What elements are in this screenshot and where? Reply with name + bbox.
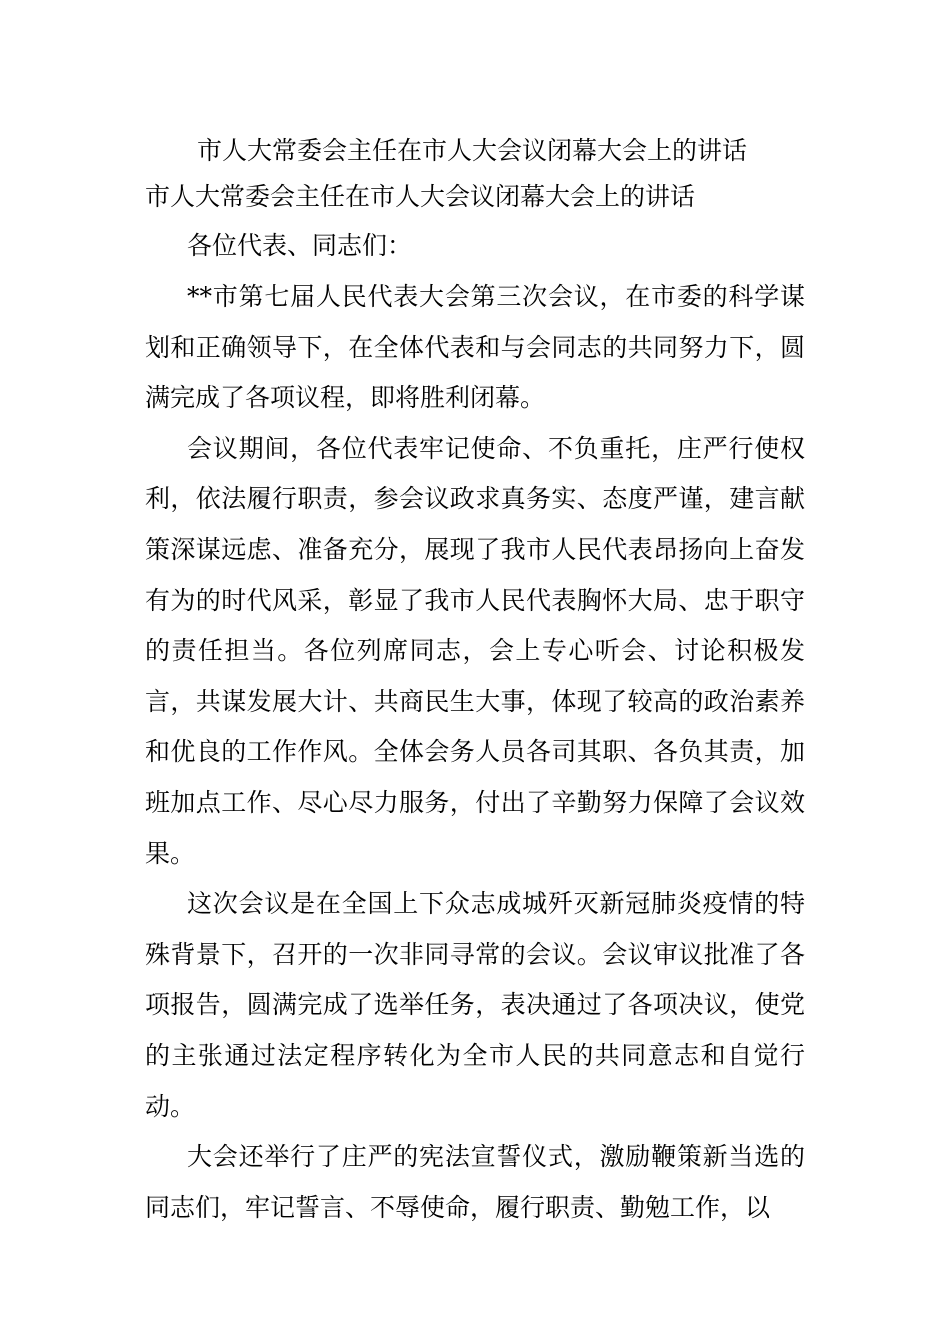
paragraph-meeting-period: 会议期间，各位代表牢记使命、不负重托，庄严行使权利，依法履行职责，参会议政求真务实、态度严谨，建言献策深谋远虑、准备充分，展现了我市人民代表昂扬向上奋发有为的时代风采，彰显了我市人民代表胸怀大局、忠于职守的责任担当。各位列席同志，会上专心听会、讨论积极发言，共谋发展大计、共商民生大事，体现了较高的政治素养和优良的工作作风。全体会务人员各司其职、各负其责，加班加点工作、尽心尽力服务，付出了辛勤努力保障了会议效果。: [145, 433, 805, 868]
document-subtitle: 市人大常委会主任在市人大会议闭幕大会上的讲话: [145, 182, 696, 211]
document-body: [145, 128, 805, 1233]
document-title: 市人大常委会主任在市人大会议闭幕大会上的讲话: [197, 136, 748, 165]
greeting-line: 各位代表、同志们：: [187, 231, 413, 260]
paragraph-opening: **市第七届人民代表大会第三次会议，在市委的科学谋划和正确领导下，在全体代表和与会同志的共同努力下，圆满完成了各项议程，即将胜利闭幕。: [145, 282, 805, 413]
paragraph-meeting-significance: 这次会议是在全国上下众志成城歼灭新冠肺炎疫情的特殊背景下，召开的一次非同寻常的会议。会议审议批准了各项报告，圆满完成了选举任务，表决通过了各项决议，使党的主张通过法定程序转化为全市人民的共同意志和自觉行动。: [145, 889, 805, 1121]
paragraph-oath-ceremony: 大会还举行了庄严的宪法宣誓仪式，激励鞭策新当选的同志们，牢记誓言、不辱使命，履行职责、勤勉工作，以: [145, 1142, 805, 1222]
